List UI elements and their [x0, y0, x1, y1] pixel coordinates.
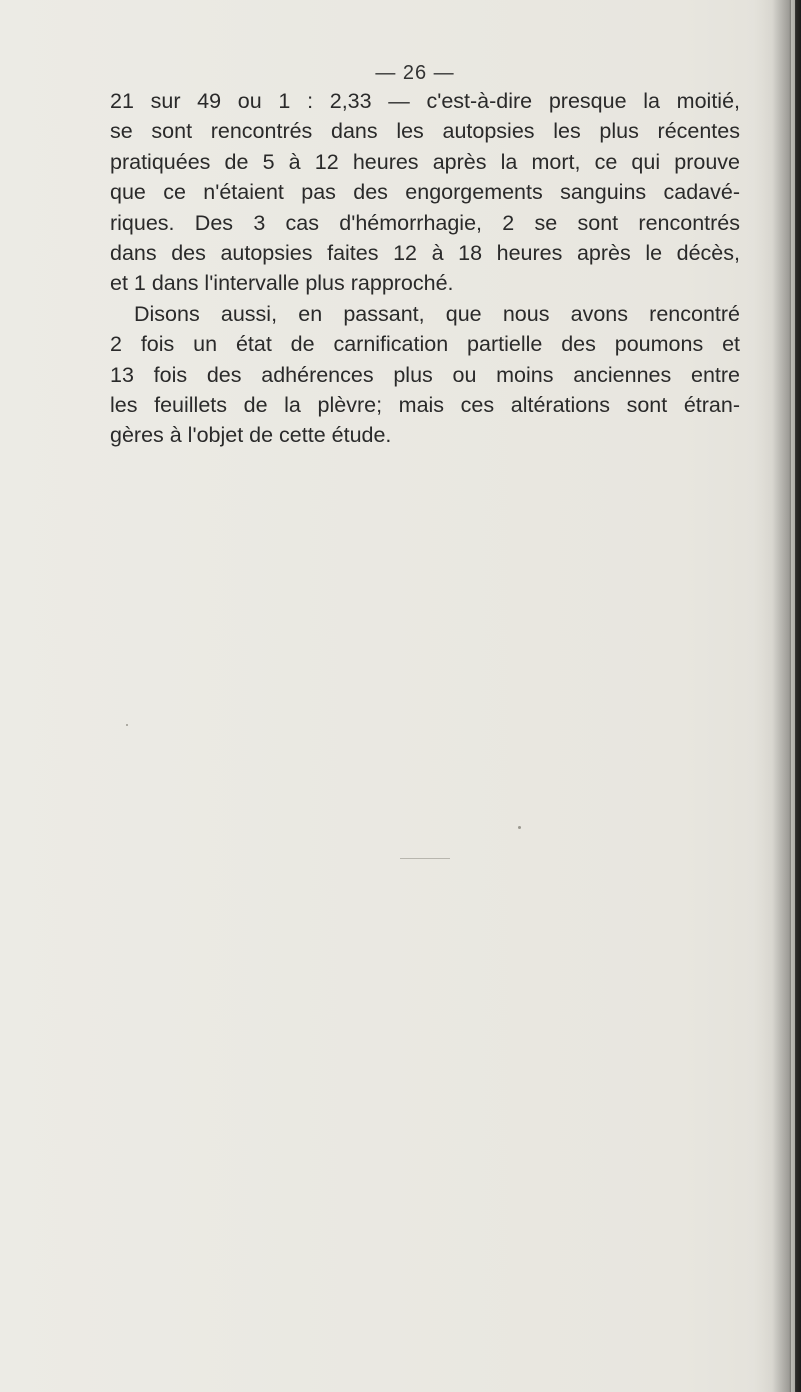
- paper-speck: [126, 724, 128, 726]
- text-line: gères à l'objet de cette étude.: [110, 423, 392, 448]
- text-line: dans des autopsies faites 12 à 18 heures après le décès,: [110, 241, 740, 266]
- text-line: se sont rencontrés dans les autopsies les plus récentes: [110, 119, 740, 144]
- text-line: pratiquées de 5 à 12 heures après la mort, ce qui prouve: [110, 149, 740, 174]
- text-line: 13 fois des adhérences plus ou moins anciennes entre: [110, 362, 740, 387]
- text-line: riques. Des 3 cas d'hémorrhagie, 2 se sont rencontrés: [110, 210, 740, 235]
- stray-mark: [400, 858, 450, 859]
- text-line: que ce n'étaient pas des engorgements sanguins cadavé-: [110, 180, 740, 205]
- text-line: et 1 dans l'intervalle plus rapproché.: [110, 271, 454, 296]
- binding-edge: [791, 0, 795, 1392]
- text-line: 21 sur 49 ou 1 : 2,33 — c'est-à-dire presque la moitié,: [110, 89, 740, 113]
- text-line: 2 fois un état de carnification partielle des poumons et: [110, 332, 740, 357]
- paragraph-start-line: Disons aussi, en passant, que nous avons rencontré: [134, 301, 740, 326]
- page-number: — 26 —: [375, 62, 455, 84]
- paper-speck: [518, 826, 521, 829]
- body-text: [110, 86, 740, 451]
- text-line: les feuillets de la plèvre; mais ces altérations sont étran-: [110, 393, 740, 418]
